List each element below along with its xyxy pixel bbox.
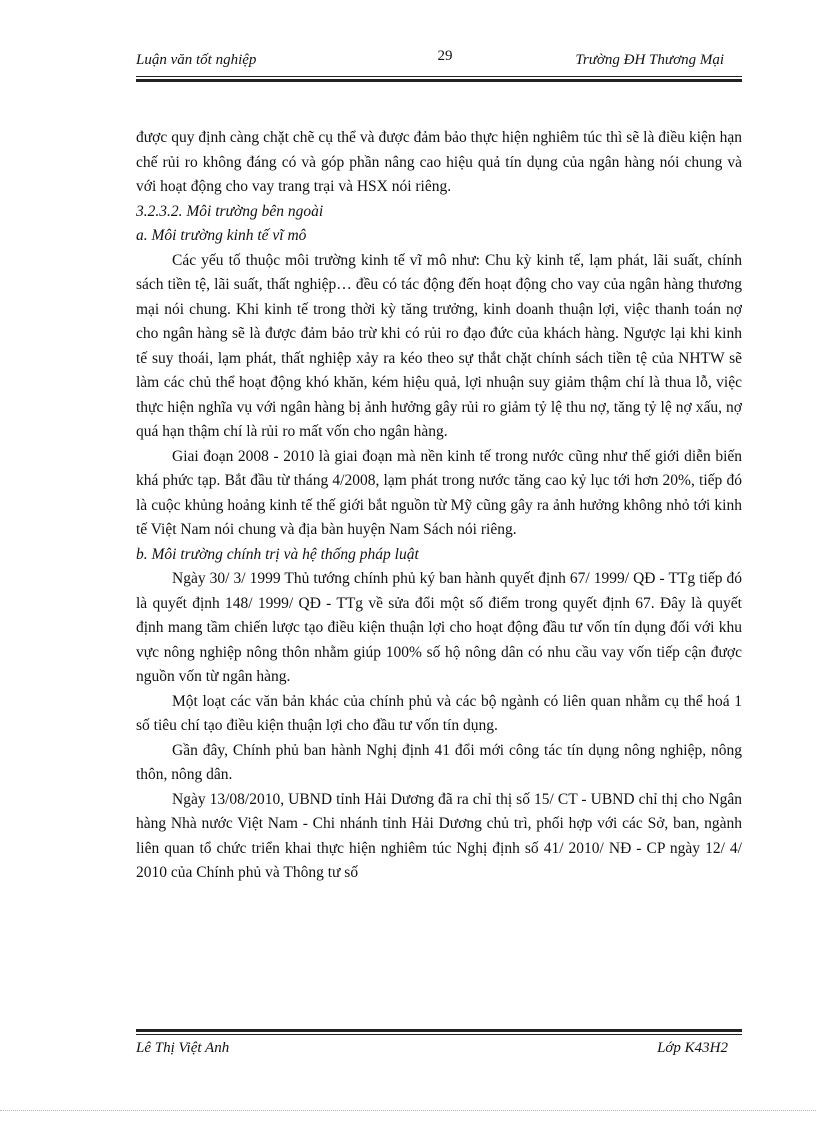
document-body bbox=[136, 126, 742, 886]
paragraph-continuation: được quy định càng chặt chẽ cụ thể và được đảm bảo thực hiện nghiêm túc thì sẽ là điều kiện hạn chế rủi ro không đáng có và góp phần nâng cao hiệu quả tín dụng của ngân hàng nói chung và với hoạt động cho vay trang trại và HSX nói riêng. bbox=[136, 129, 742, 195]
footer-rule-thin bbox=[136, 1034, 742, 1035]
paragraph-decision-67: Ngày 30/ 3/ 1999 Thủ tướng chính phủ ký ban hành quyết định 67/ 1999/ QĐ - TTg tiếp đó là quyết định 148/ 1999/ QĐ - TTg về sửa đổi một số điểm trong quyết định 67. Đây là quyết định mang tầm chiến lược tạo điều kiện thuận lợi cho hoạt động đầu tư vốn tín dụng đối với khu vực nông nghiệp nông thôn nhằm giúp 100% số hộ nông dân có nhu cầu vay vốn tiếp cận được nguồn vốn từ ngân hàng. bbox=[136, 570, 742, 685]
paragraph-macro-factors: Các yếu tố thuộc môi trường kinh tế vĩ mô như: Chu kỳ kinh tế, lạm phát, lãi suất, chính sách tiền tệ, lãi suất, thất nghiệp… đều có tác động đến hoạt động cho vay của ngân hàng thương mại nói chung. Khi kinh tế trong thời kỳ tăng trưởng, kinh doanh thuận lợi, việc thanh toán nợ cho ngân hàng sẽ là được đảm bảo trừ khi có rủi ro đạo đức của khách hàng. Ngược lại khi kinh tế suy thoái, lạm phát, thất nghiệp xảy ra kéo theo sự thắt chặt chính sách tiền tệ của NHTW sẽ làm các chủ thể hoạt động khó khăn, kém hiệu quả, lợi nhuận suy giảm thậm chí là thua lỗ, việc thực hiện nghĩa vụ với ngân hàng bị ảnh hưởng gây rủi ro giảm tỷ lệ thu nợ, tăng tỷ lệ nợ xấu, nợ quá hạn thậm chí là rủi ro mất vốn cho ngân hàng. bbox=[136, 251, 742, 440]
subheading-politics-law: b. Môi trường chính trị và hệ thống pháp luật bbox=[136, 545, 419, 563]
paragraph-2008-2010: Giai đoạn 2008 - 2010 là giai đoạn mà nền kinh tế trong nước cũng như thế giới diễn biến khá phức tạp. Bắt đầu từ tháng 4/2008, lạm phát trong nước tăng cao kỷ lục tới hơn 20%, tiếp đó là cuộc khủng hoảng kinh tế thế giới bắt nguồn từ Mỹ cũng gây ra ảnh hưởng không nhỏ tới kinh tế Việt Nam nói chung và địa bàn huyện Nam Sách nói riêng. bbox=[136, 447, 742, 538]
page-number: 29 bbox=[437, 48, 453, 64]
page-edge-divider bbox=[0, 1110, 816, 1111]
subheading-macro-economy: a. Môi trường kinh tế vĩ mô bbox=[136, 227, 307, 244]
paragraph-decree-41: Gần đây, Chính phủ ban hành Nghị định 41 đổi mới công tác tín dụng nông nghiệp, nông thôn, nông dân. bbox=[136, 741, 742, 783]
paragraph-other-documents: Một loạt các văn bản khác của chính phủ và các bộ ngành có liên quan nhằm cụ thể hoá 1 số tiêu chí tạo điều kiện thuận lợi cho đầu tư vốn tín dụng. bbox=[136, 692, 742, 734]
header-university: Trường ĐH Thương Mại bbox=[575, 52, 724, 68]
header-rule-thin bbox=[136, 76, 742, 77]
footer-author: Lê Thị Việt Anh bbox=[136, 1040, 230, 1056]
footer-class: Lớp K43H2 bbox=[657, 1040, 728, 1056]
header-thesis-label: Luận văn tốt nghiệp bbox=[136, 52, 257, 68]
footer-rule-thick bbox=[136, 1029, 742, 1032]
paragraph-directive-15: Ngày 13/08/2010, UBND tỉnh Hải Dương đã ra chỉ thị số 15/ CT - UBND chỉ thị cho Ngân hàng Nhà nước Việt Nam - Chi nhánh tỉnh Hải Dương chủ trì, phối hợp với các Sở, ban, ngành liên quan tổ chức triển khai thực hiện nghiêm túc Nghị định số 41/ 2010/ NĐ - CP ngày 12/ 4/ 2010 của Chính phủ và Thông tư số bbox=[136, 790, 742, 881]
section-heading-external-environment: 3.2.3.2. Môi trường bên ngoài bbox=[136, 202, 324, 220]
header-rule-thick bbox=[136, 79, 742, 82]
